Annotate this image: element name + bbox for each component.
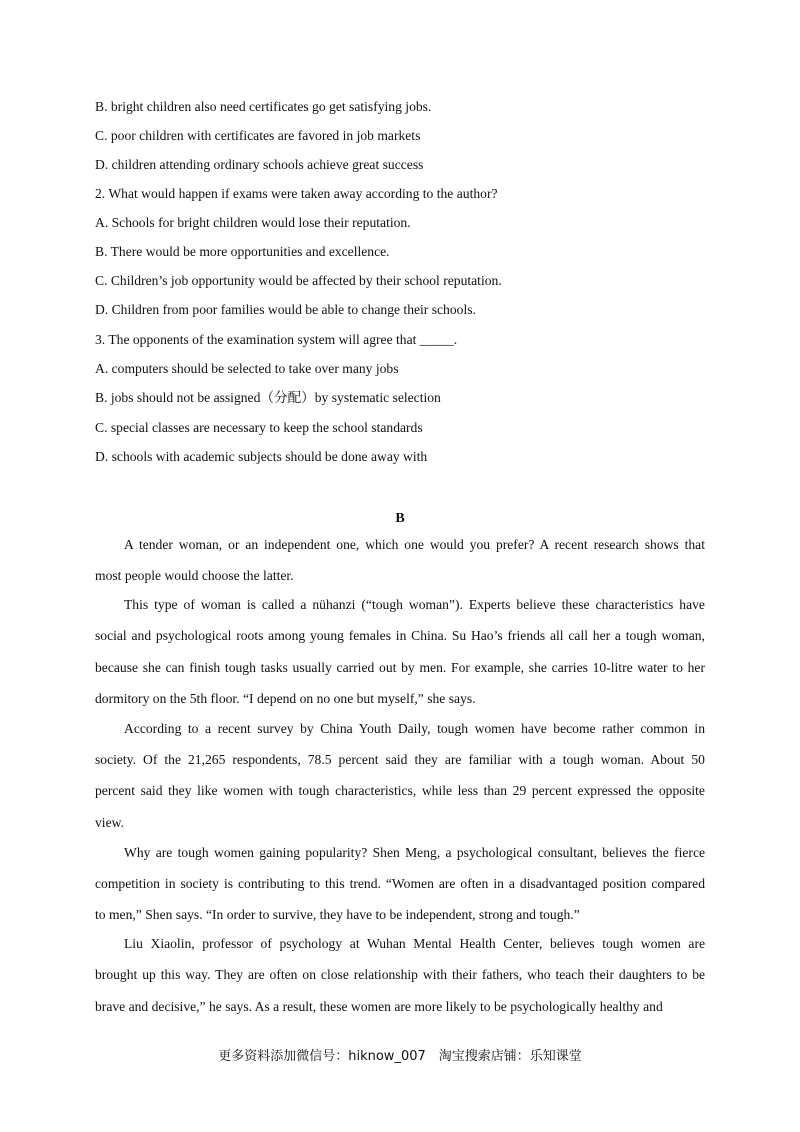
passage-line: Why are tough women gaining popularity? Shen Meng, a psychological consultant, believes the fierce	[124, 845, 706, 860]
q2-option-b: B. There would be more opportunities and excellence.	[95, 244, 390, 259]
q1-option-b: B. bright children also need certificates go get satisfying jobs.	[95, 99, 432, 114]
passage-line: brought up this way. They are often on close relationship with their fathers, who teach their daughters to be	[95, 967, 706, 982]
q2-option-a: A. Schools for bright children would lose their reputation.	[95, 215, 411, 230]
passage-line: brave and decisive,” he says. As a result, these women are more likely to be psychologically healthy and	[95, 999, 663, 1014]
passage-line: Liu Xiaolin, professor of psychology at Wuhan Mental Health Center, believes tough women are	[124, 936, 706, 951]
q3-option-c: C. special classes are necessary to keep the school standards	[95, 420, 423, 435]
passage-line: view.	[95, 815, 124, 830]
page-footer: 更多资料添加微信号：hiknow_007 淘宝搜索店铺：乐知课堂	[218, 1049, 582, 1064]
passage-line: percent said they like women with tough characteristics, while less than 29 percent expressed the opposite	[95, 783, 705, 798]
q2-stem: 2. What would happen if exams were taken away according to the author?	[95, 186, 498, 201]
q3-stem: 3. The opponents of the examination system will agree that _____.	[95, 332, 458, 347]
passage-line: because she can finish tough tasks usually carried out by men. For example, she carries 10-litre water to her	[95, 660, 705, 675]
passage-line: society. Of the 21,265 respondents, 78.5 percent said they are familiar with a tough woman. About 50	[95, 752, 705, 767]
q1-option-c: C. poor children with certificates are favored in job markets	[95, 128, 421, 143]
passage-line: dormitory on the 5th floor. “I depend on no one but myself,” she says.	[95, 691, 476, 706]
passage-line: competition in society is contributing to this trend. “Women are often in a disadvantaged position compared	[95, 876, 706, 891]
passage-line: to men,” Shen says. “In order to survive, they have to be independent, strong and tough.”	[95, 907, 580, 922]
passage-line: A tender woman, or an independent one, which one would you prefer? A recent research shows that	[124, 537, 705, 552]
passage-line: This type of woman is called a nühanzi (“tough woman”). Experts believe these characteristics have	[124, 597, 705, 612]
q1-option-d: D. children attending ordinary schools achieve great success	[95, 157, 424, 172]
q3-option-b: B. jobs should not be assigned（分配）by systematic selection	[95, 390, 441, 405]
q2-option-c: C. Children’s job opportunity would be affected by their school reputation.	[95, 273, 502, 288]
passage-line: most people would choose the latter.	[95, 568, 294, 583]
q2-option-d: D. Children from poor families would be able to change their schools.	[95, 302, 476, 317]
q3-option-d: D. schools with academic subjects should be done away with	[95, 449, 428, 464]
q3-option-a: A. computers should be selected to take over many jobs	[95, 361, 399, 376]
passage-line: According to a recent survey by China Youth Daily, tough women have become rather common in	[124, 721, 706, 736]
section-heading: B	[395, 511, 405, 526]
passage-line: social and psychological roots among young females in China. Su Hao’s friends all call her a tough woman,	[95, 628, 705, 643]
